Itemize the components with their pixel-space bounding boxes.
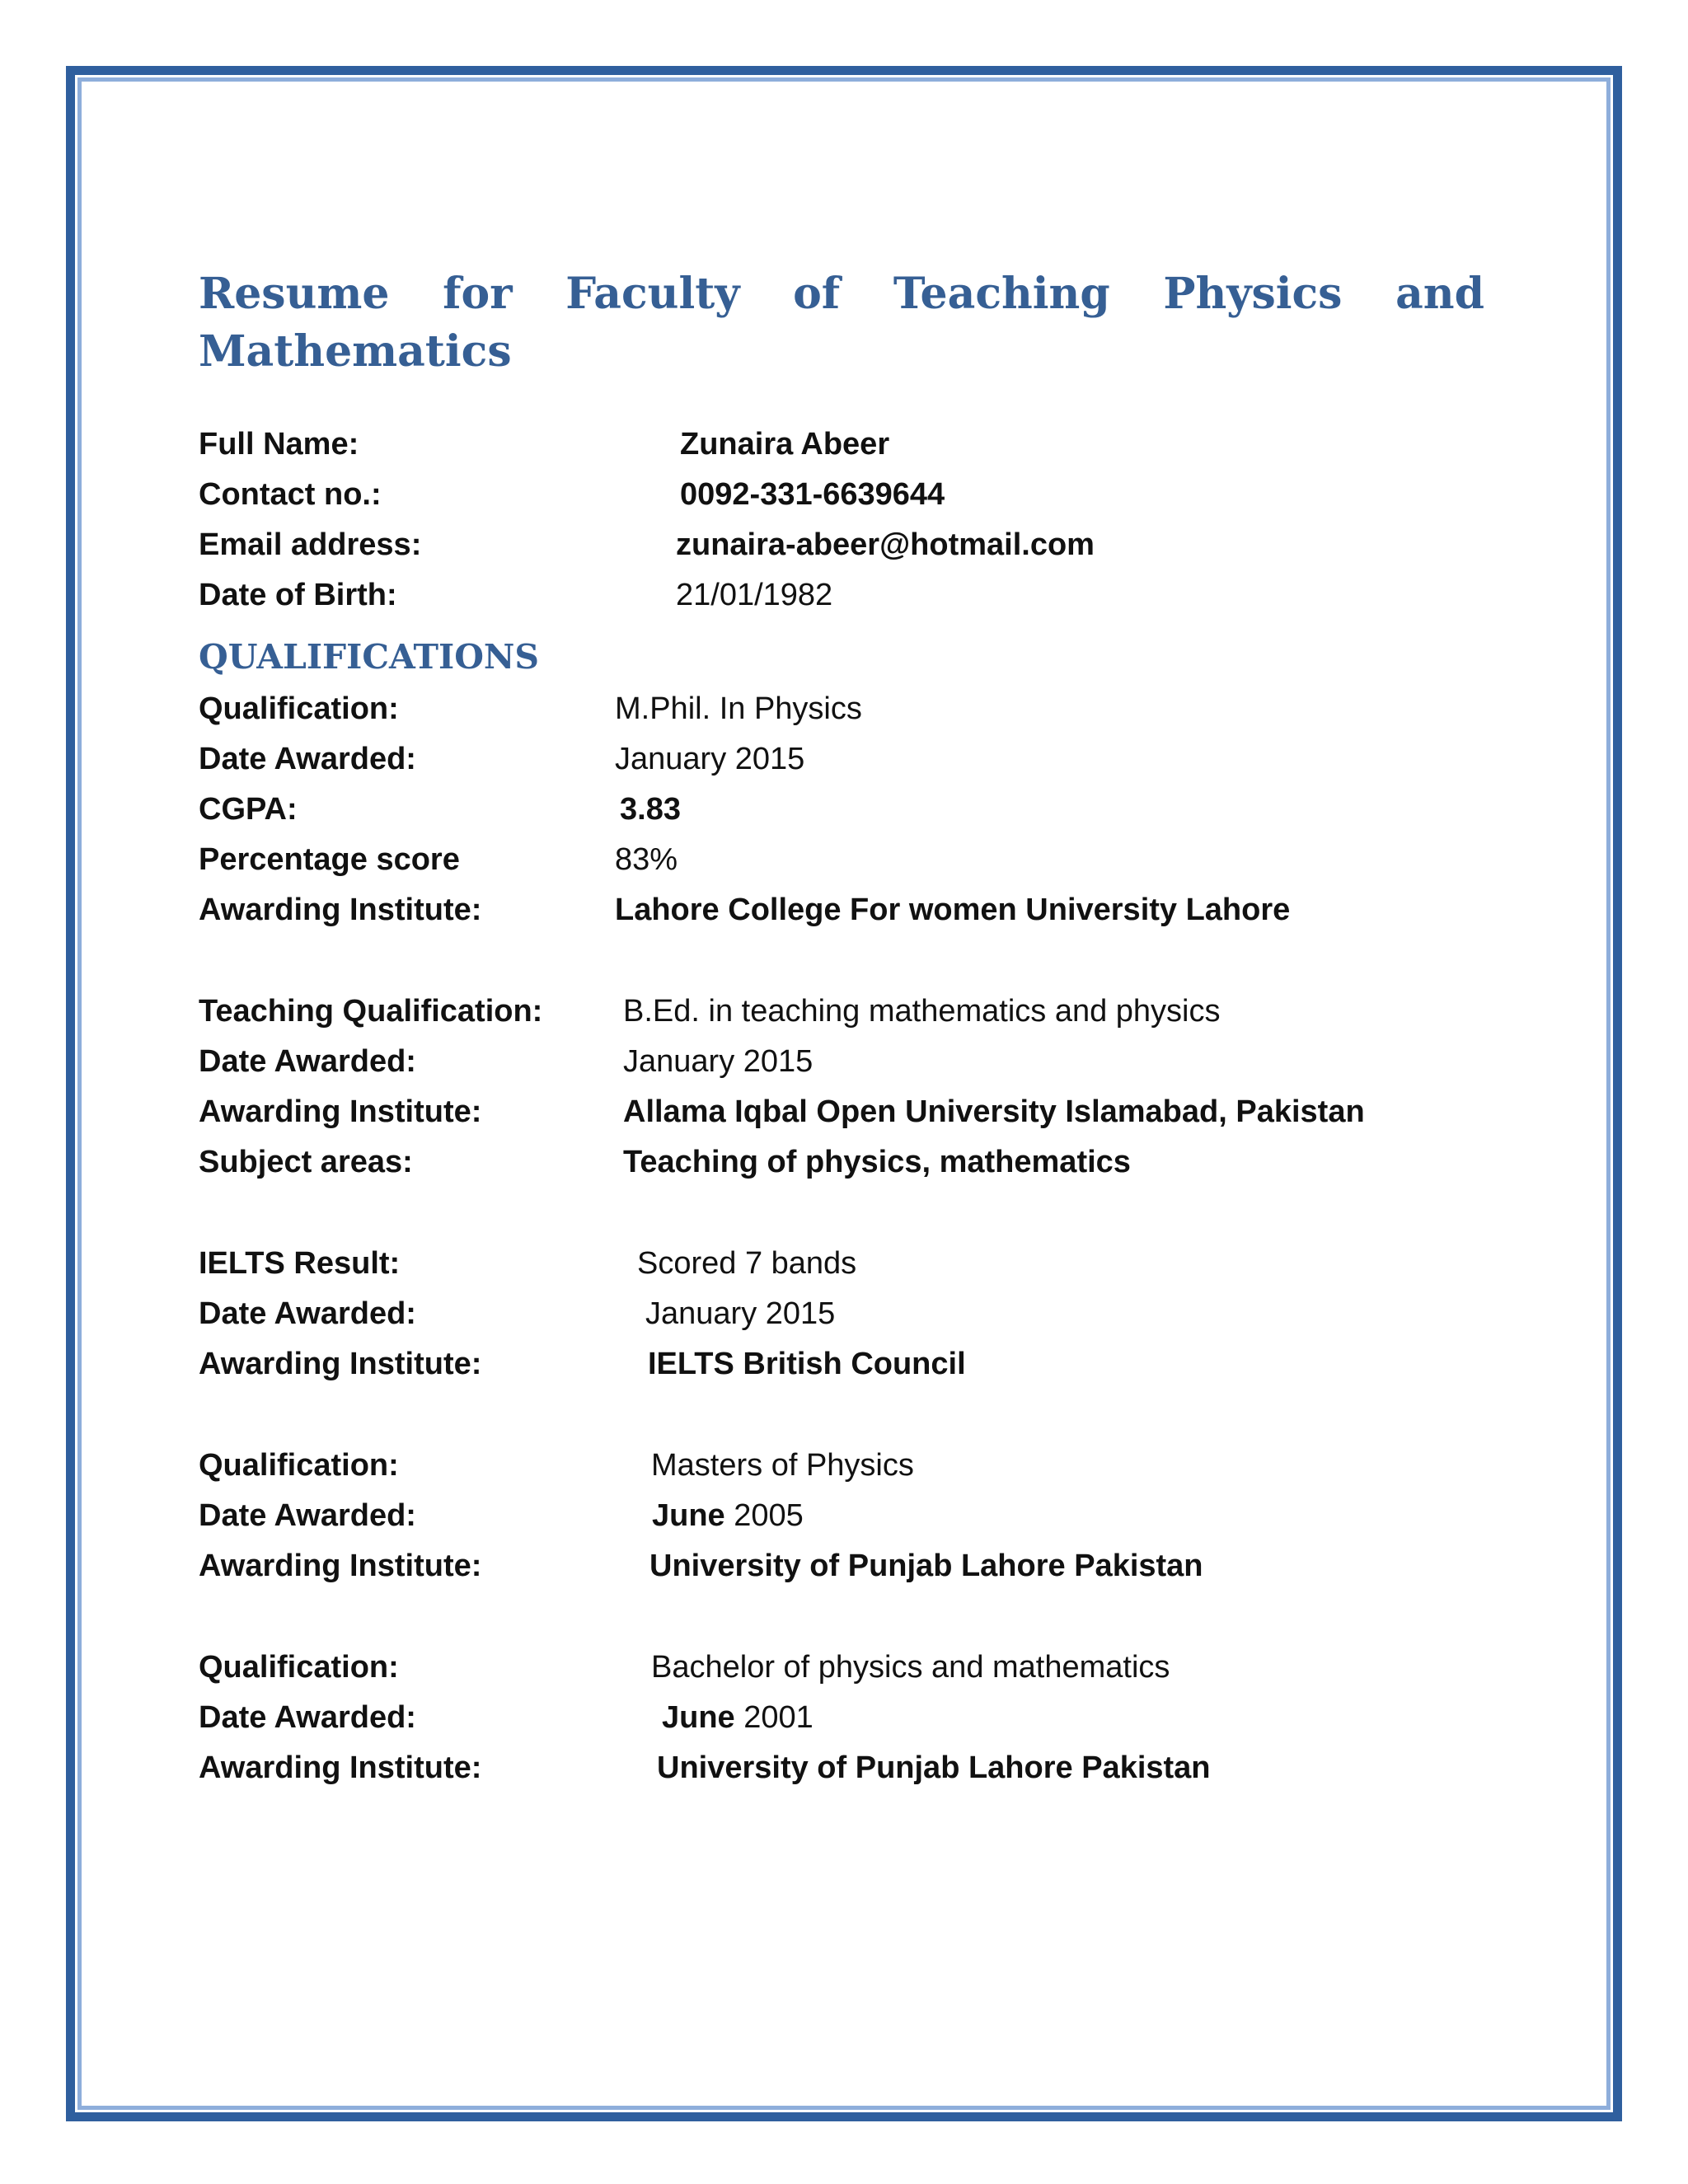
bed-subject-value: Teaching of physics, mathematics [623, 1145, 1131, 1179]
bachelor-date-label: Date Awarded: [199, 1700, 416, 1735]
mphil-percentage-label: Percentage score [199, 842, 460, 877]
ielts-date-value: January 2015 [645, 1296, 836, 1331]
mphil-qualification-value: M.Phil. In Physics [615, 691, 862, 726]
contact-label: Contact no.: [199, 477, 382, 512]
bed-qualification-label: Teaching Qualification: [199, 994, 543, 1029]
dob-label: Date of Birth: [199, 578, 397, 612]
bed-date-value: January 2015 [623, 1044, 814, 1079]
bachelor-institute-value: University of Punjab Lahore Pakistan [657, 1750, 1211, 1785]
mphil-institute-value: Lahore College For women University Lahore [615, 893, 1291, 927]
mphil-percentage-value: 83% [615, 842, 678, 877]
mphil-cgpa-label: CGPA: [199, 792, 298, 827]
page-title-word: for [443, 269, 513, 319]
email-label: Email address: [199, 527, 422, 562]
page-title-word: Faculty [565, 269, 740, 319]
bed-institute-label: Awarding Institute: [199, 1094, 482, 1129]
bachelor-institute-label: Awarding Institute: [199, 1750, 482, 1785]
masters-date-year: 2005 [734, 1498, 804, 1533]
ielts-date-label: Date Awarded: [199, 1296, 416, 1331]
dob-value: 21/01/1982 [676, 578, 833, 612]
full-name-value: Zunaira Abeer [680, 427, 890, 462]
bachelor-qualification-value: Bachelor of physics and mathematics [651, 1650, 1170, 1685]
ielts-result-value: Scored 7 bands [637, 1246, 857, 1281]
page-title-word: Resume [199, 269, 390, 319]
bed-institute-value: Allama Iqbal Open University Islamabad, Pakistan [623, 1094, 1365, 1129]
mphil-institute-label: Awarding Institute: [199, 893, 482, 927]
ielts-result-label: IELTS Result: [199, 1246, 401, 1281]
masters-qualification-label: Qualification: [199, 1448, 399, 1483]
masters-institute-label: Awarding Institute: [199, 1549, 482, 1583]
page-title-word: Teaching [893, 269, 1110, 319]
page-title-word: and [1395, 269, 1484, 319]
masters-date-month: June [652, 1498, 725, 1533]
mphil-qualification-label: Qualification: [199, 691, 399, 726]
bachelor-date-value [662, 1699, 814, 1736]
masters-date-label: Date Awarded: [199, 1498, 416, 1533]
full-name-label: Full Name: [199, 427, 359, 462]
bed-date-label: Date Awarded: [199, 1044, 416, 1079]
bachelor-qualification-label: Qualification: [199, 1650, 399, 1685]
page-title [199, 265, 1484, 381]
qualifications-heading: QUALIFICATIONS [199, 637, 540, 677]
page-title-line-2: Mathematics [199, 326, 512, 377]
masters-qualification-value: Masters of Physics [651, 1448, 914, 1483]
ielts-institute-label: Awarding Institute: [199, 1347, 482, 1381]
page-title-word: Physics [1163, 269, 1343, 319]
masters-date-value [652, 1497, 804, 1535]
mphil-cgpa-value: 3.83 [620, 792, 681, 827]
bachelor-date-month: June [662, 1700, 735, 1735]
bed-qualification-value: B.Ed. in teaching mathematics and physics [623, 994, 1221, 1029]
mphil-date-label: Date Awarded: [199, 742, 416, 776]
ielts-institute-value: IELTS British Council [648, 1347, 966, 1381]
email-value: zunaira-abeer@hotmail.com [676, 527, 1095, 562]
masters-institute-value: University of Punjab Lahore Pakistan [649, 1549, 1203, 1583]
contact-value: 0092-331-6639644 [680, 477, 945, 512]
mphil-date-value: January 2015 [615, 742, 805, 776]
bed-subject-label: Subject areas: [199, 1145, 413, 1179]
bachelor-date-year: 2001 [743, 1700, 814, 1735]
page-title-line-1 [199, 265, 1484, 323]
page-title-word: of [793, 269, 841, 319]
